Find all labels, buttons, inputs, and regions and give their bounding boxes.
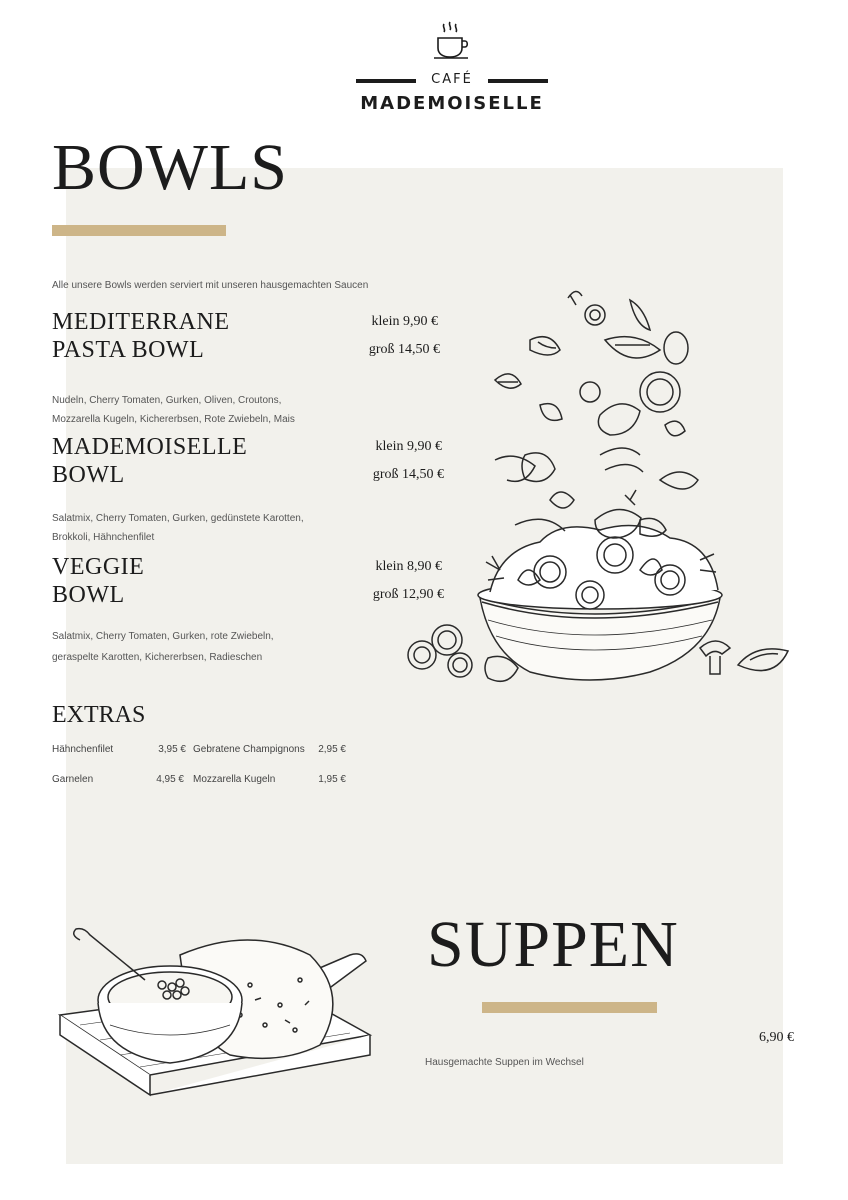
extras-title: EXTRAS — [52, 702, 146, 728]
soup-description: Hausgemachte Suppen im Wechsel — [425, 1057, 584, 1068]
extra-name: Hähnchenfilet — [52, 744, 114, 755]
soups-title: SUPPEN — [427, 908, 679, 981]
extra-name: Gebratene Champignons — [193, 744, 305, 755]
soups-gold-rule — [482, 1002, 657, 1013]
bowl-price-large: groß 14,50 € — [368, 342, 440, 357]
logo-name-text: MADEMOISELLE — [360, 93, 544, 114]
cafe-logo — [352, 20, 552, 120]
bowl-desc-line2: Brokkoli, Hähnchenfilet — [52, 532, 155, 543]
coffee-cup-icon — [430, 20, 474, 64]
logo-cafe-text: CAFÉ — [431, 72, 473, 87]
bowl-desc-line1: Nudeln, Cherry Tomaten, Gurken, Oliven, Croutons, — [52, 395, 282, 406]
bowl-desc-line1: Salatmix, Cherry Tomaten, Gurken, gedünstete Karotten, — [52, 513, 304, 524]
extra-price: 4,95 € — [156, 774, 184, 785]
bowls-intro: Alle unsere Bowls werden serviert mit unseren hausgemachten Saucen — [52, 280, 369, 291]
soup-bread-illustration — [50, 925, 390, 1170]
bowl-name-line1: MEDITERRANE — [52, 309, 230, 335]
bowl-name-line1: VEGGIE — [52, 554, 145, 580]
bowls-title: BOWLS — [52, 131, 288, 204]
extra-price: 3,95 € — [158, 744, 186, 755]
bowl-name-line2: BOWL — [52, 462, 125, 488]
soup-price: 6,90 € — [759, 1030, 794, 1045]
bowl-price-small: klein 9,90 € — [371, 314, 438, 329]
bowl-price-small: klein 8,90 € — [375, 559, 442, 574]
bowl-price-large: groß 12,90 € — [372, 587, 444, 602]
bowl-name-line1: MADEMOISELLE — [52, 434, 248, 460]
salad-bowl-illustration — [400, 280, 795, 700]
bowl-price-large: groß 14,50 € — [372, 467, 444, 482]
bowls-gold-rule — [52, 225, 226, 236]
bowl-desc-line2: Mozzarella Kugeln, Kichererbsen, Rote Zwiebeln, Mais — [52, 414, 295, 425]
extra-price: 1,95 € — [318, 774, 346, 785]
bowl-desc-line2: geraspelte Karotten, Kichererbsen, Radieschen — [52, 652, 263, 663]
bowl-name-line2: BOWL — [52, 582, 125, 608]
extra-name: Garnelen — [52, 774, 94, 785]
bowl-desc-line1: Salatmix, Cherry Tomaten, Gurken, rote Zwiebeln, — [52, 631, 274, 642]
extra-name: Mozzarella Kugeln — [193, 774, 276, 785]
bowl-price-small: klein 9,90 € — [375, 439, 442, 454]
extra-price: 2,95 € — [318, 744, 346, 755]
bowl-name-line2: PASTA BOWL — [52, 337, 205, 363]
